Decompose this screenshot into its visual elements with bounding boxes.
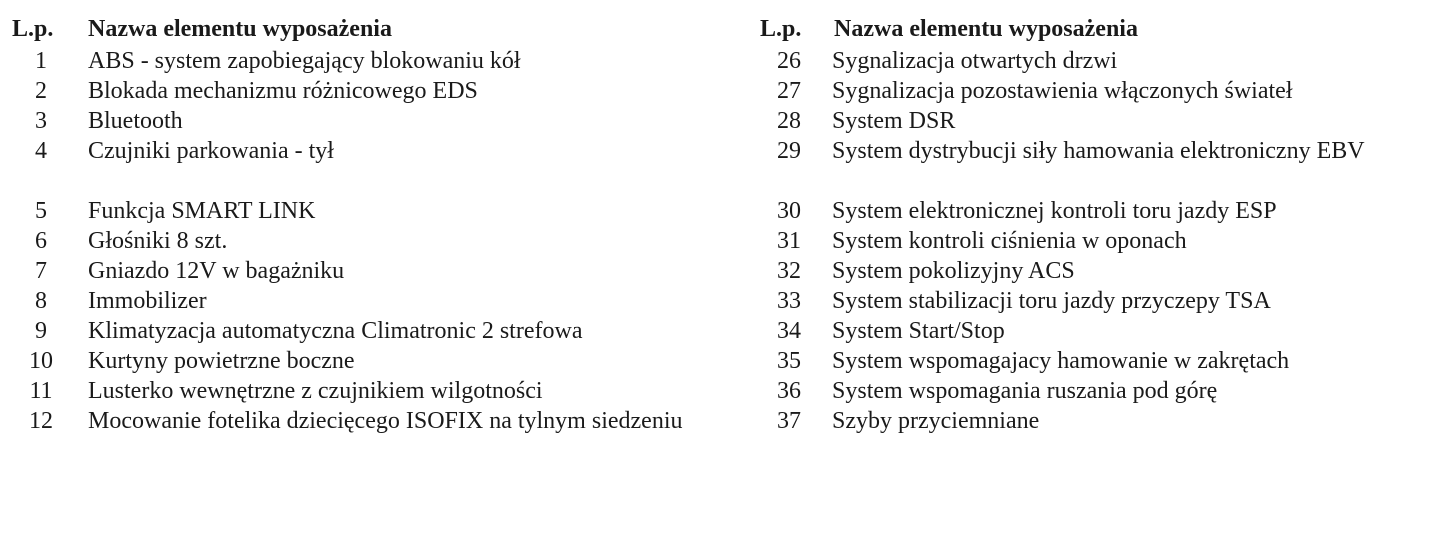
row-number: 9 [35,318,47,344]
row-number: 26 [777,48,801,74]
row-number: 30 [777,198,801,224]
equipment-list-right [760,14,1440,436]
row-name: Immobilizer [88,288,207,314]
row-name: Czujniki parkowania - tył [88,138,334,164]
equipment-list-left [12,14,732,466]
row-name: System wspomagajacy hamowanie w zakrętach [832,348,1290,374]
row-name: System dystrybucji siły hamowania elektroniczny EBV [832,138,1365,164]
row-name: Sygnalizacja otwartych drzwi [832,48,1118,74]
row-number: 34 [777,318,801,344]
table-header [760,14,1440,46]
table-row [760,346,1440,376]
table-row [760,316,1440,346]
row-name: System stabilizacji toru jazdy przyczepy TSA [832,288,1271,314]
row-number: 31 [777,228,801,254]
table-row [12,136,732,196]
table-header [12,14,732,46]
table-row [12,346,732,376]
row-number: 2 [35,78,47,104]
row-number: 28 [777,108,801,134]
table-row [12,46,732,76]
row-number: 10 [29,348,53,374]
row-name: System pokolizyjny ACS [832,258,1075,284]
row-name: Szyby przyciemniane [832,408,1040,434]
row-name: System Start/Stop [832,318,1005,344]
row-name: ABS - system zapobiegający blokowaniu kół [88,48,521,74]
row-number: 4 [35,138,47,164]
row-number: 1 [35,48,47,74]
row-name: Bluetooth [88,108,183,134]
row-name: Blokada mechanizmu różnicowego EDS [88,78,478,104]
row-number: 8 [35,288,47,314]
row-name: Sygnalizacja pozostawienia włączonych świateł [832,78,1293,104]
row-number: 11 [29,378,53,404]
table-row [760,136,1440,196]
row-number: 12 [29,408,53,434]
table-row [760,286,1440,316]
row-number: 7 [35,258,47,284]
table-row [12,196,732,226]
table-row [12,376,732,406]
table-row [12,226,732,256]
row-name: Funkcja SMART LINK [88,198,316,224]
header-number: L.p. [760,16,802,42]
row-number: 6 [35,228,47,254]
row-name: Głośniki 8 szt. [88,228,228,254]
table-row [760,376,1440,406]
row-name: Lusterko wewnętrzne z czujnikiem wilgotności [88,378,543,404]
table-row [760,406,1440,436]
header-number: L.p. [12,16,54,42]
table-row [12,256,732,286]
row-name: System DSR [832,108,956,134]
row-number: 3 [35,108,47,134]
table-row [760,256,1440,286]
row-name: System elektronicznej kontroli toru jazdy ESP [832,198,1277,224]
table-row [12,316,732,346]
row-number: 33 [777,288,801,314]
row-number: 5 [35,198,47,224]
row-name: Mocowanie fotelika dziecięcego ISOFIX na tylnym siedzeniu [88,408,683,434]
table-row [12,406,732,466]
row-number: 37 [777,408,801,434]
header-name: Nazwa elementu wyposażenia [88,16,392,42]
row-number: 36 [777,378,801,404]
table-row [760,226,1440,256]
table-row [760,46,1440,76]
row-name: Gniazdo 12V w bagażniku [88,258,345,284]
table-row [760,106,1440,136]
row-number: 35 [777,348,801,374]
row-name: System kontroli ciśnienia w oponach [832,228,1187,254]
row-name: System wspomagania ruszania pod górę [832,378,1218,404]
table-row [12,76,732,106]
table-row [12,106,732,136]
row-number: 32 [777,258,801,284]
table-row [760,196,1440,226]
row-number: 29 [777,138,801,164]
header-name: Nazwa elementu wyposażenia [834,16,1138,42]
row-number: 27 [777,78,801,104]
table-row [760,76,1440,106]
table-row [12,286,732,316]
row-name: Klimatyzacja automatyczna Climatronic 2 strefowa [88,318,583,344]
row-name: Kurtyny powietrzne boczne [88,348,355,374]
